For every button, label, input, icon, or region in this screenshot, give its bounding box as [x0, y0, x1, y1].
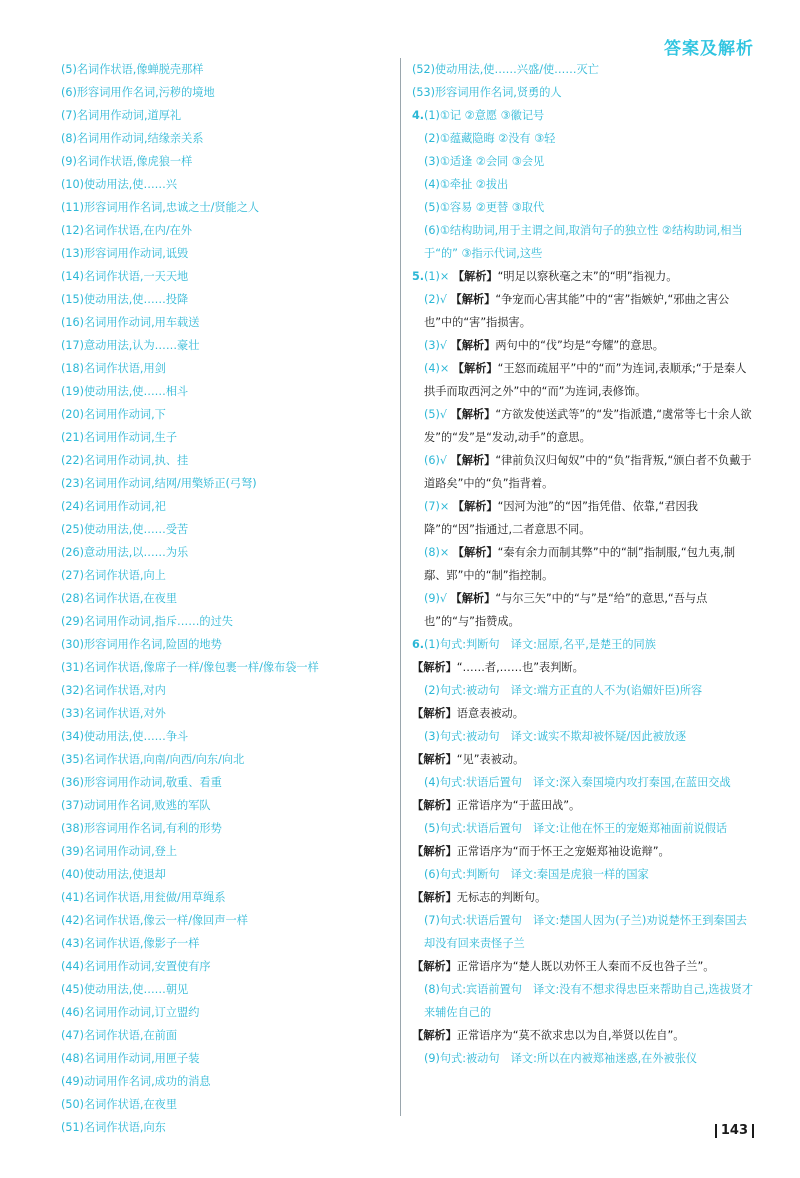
answer-line: (25)使动用法,使……受苦 [61, 523, 189, 536]
analysis-item [412, 840, 755, 863]
page-number: 143 [715, 1124, 754, 1138]
answer-line: (35)名词作状语,向南/向西/向东/向北 [61, 753, 245, 766]
question-number: 4. [412, 109, 425, 122]
analysis-tag: 【解析】 [412, 707, 457, 720]
judgement-mark: (1)× [424, 270, 450, 283]
translation-text: (6)句式:判断句 译文:秦国是虎狼一样的国家 [424, 868, 649, 881]
answer-line [412, 633, 755, 656]
analysis-tag: 【解析】 [450, 408, 496, 421]
answer-line [412, 771, 755, 794]
analysis-tag: 【解析】 [412, 891, 457, 904]
answer-line: (36)形容词用作动词,敬重、看重 [61, 776, 222, 789]
answer-line: (6)①结构助词,用于主谓之间,取消句子的独立性 ②结构助词,相当于“的” ③指示代词,这些 [424, 224, 743, 260]
analysis-item [412, 702, 755, 725]
translation-text: (7)句式:状语后置句 译文:楚国人因为(子兰)劝说楚怀王到秦国去却没有回来责怪子兰 [424, 914, 747, 950]
answer-line: (7)名词用作动词,道厚礼 [61, 109, 182, 122]
analysis-text: 正常语序为“莫不欲求忠以为自,举贤以佐自”。 [456, 1029, 685, 1042]
answer-line: (13)形容词用作动词,诋毁 [61, 247, 189, 260]
answer-line: (11)形容词用作名词,忠诚之士/贤能之人 [61, 201, 260, 214]
analysis-text: 正常语序为“于蓝田战”。 [456, 799, 581, 812]
question-number: 5. [412, 270, 425, 283]
analysis-text: “……者,……也”表判断。 [456, 661, 584, 674]
answer-line: (50)名词作状语,在夜里 [61, 1098, 178, 1111]
answer-line: (18)名词作状语,用剑 [61, 362, 166, 375]
answer-line: (21)名词用作动词,生子 [61, 431, 178, 444]
right-column [412, 58, 755, 1070]
answer-line: (9)名词作状语,像虎狼一样 [61, 155, 193, 168]
answer-line: (32)名词作状语,对内 [61, 684, 166, 697]
analysis-tag: 【解析】 [452, 362, 498, 375]
analysis-tag: 【解析】 [452, 546, 498, 559]
analysis-item [412, 403, 755, 449]
answer-line: (47)名词作状语,在前面 [61, 1029, 178, 1042]
answer-line: (39)名词用作动词,登上 [61, 845, 178, 858]
analysis-tag: 【解析】 [412, 753, 457, 766]
analysis-item [412, 449, 755, 495]
analysis-text: 正常语序为“楚人既以劝怀王人秦而不反也咎子兰”。 [456, 960, 715, 973]
answer-line [412, 863, 755, 886]
analysis-item [412, 955, 755, 978]
judgement-mark: (5)√ [424, 408, 447, 421]
answer-line: (38)形容词用作名词,有利的形势 [61, 822, 222, 835]
answer-line: (41)名词作状语,用瓮做/用草绳系 [61, 891, 226, 904]
analysis-text: “方欲发使送武等”的“发”指派遣,“虞常等七十余人欲发”的“发”是“发动,动手”的意思。 [424, 408, 752, 444]
question-4 [412, 104, 755, 265]
answer-line: (28)名词作状语,在夜里 [61, 592, 178, 605]
question-6 [412, 633, 755, 1070]
analysis-text: 正常语序为“而于怀王之宠姬郑袖设诡辩”。 [456, 845, 670, 858]
analysis-item [412, 1024, 755, 1047]
translation-text: (8)句式:宾语前置句 译文:没有不想求得忠臣来帮助自己,选拔贤才来辅佐自己的 [424, 983, 754, 1019]
analysis-item [412, 288, 755, 334]
answer-line [412, 679, 755, 702]
answer-line: (53)形容词用作名词,贤勇的人 [412, 86, 562, 99]
answer-line: (40)使动用法,使退却 [61, 868, 166, 881]
question-5 [412, 265, 755, 633]
analysis-tag: 【解析】 [450, 454, 496, 467]
answer-line: (19)使动用法,使……相斗 [61, 385, 189, 398]
answer-line: (1)①记 ②意愿 ③徽记号 [424, 109, 545, 122]
answer-line: (5)①容易 ②更替 ③取代 [424, 201, 545, 214]
answer-line: (49)动词用作名词,成功的消息 [61, 1075, 211, 1088]
answer-line: (15)使动用法,使……投降 [61, 293, 189, 306]
analysis-item [412, 886, 755, 909]
answer-line: (2)①蕴藏隐晦 ②没有 ③轻 [424, 132, 556, 145]
analysis-text: “律前负汉归匈奴”中的“负”指背叛,“颁白者不负戴于道路矣”中的“负”指背着。 [424, 454, 752, 490]
analysis-tag: 【解析】 [412, 960, 457, 973]
judgement-mark: (6)√ [424, 454, 447, 467]
analysis-text: 语意表被动。 [456, 707, 524, 720]
translation-text: (1)句式:判断句 译文:屈原,名平,是楚王的同族 [424, 638, 656, 651]
judgement-mark: (7)× [424, 500, 450, 513]
answer-line: (33)名词作状语,对外 [61, 707, 166, 720]
answer-line: (16)名词用作动词,用车载送 [61, 316, 200, 329]
translation-text: (5)句式:状语后置句 译文:让他在怀王的宠姬郑袖面前说假话 [424, 822, 728, 835]
analysis-text: “因河为池”的“因”指凭借、依靠,“君因我降”的“因”指通过,二者意思不同。 [424, 500, 698, 536]
answer-line: (44)名词用作动词,安置使有序 [61, 960, 211, 973]
analysis-item [412, 541, 755, 587]
answer-line: (24)名词用作动词,祀 [61, 500, 166, 513]
analysis-tag: 【解析】 [412, 661, 457, 674]
answer-line: (6)形容词用作名词,污秽的境地 [61, 86, 215, 99]
answer-line: (30)形容词用作名词,险固的地势 [61, 638, 222, 651]
analysis-text: “王怒而疏屈平”中的“而”为连词,表顺承;“于是秦人拱手而取西河之外”中的“而”为连词,表修饰。 [424, 362, 747, 398]
judgement-mark: (4)× [424, 362, 450, 375]
answer-line [412, 909, 755, 955]
left-column [61, 58, 391, 1139]
answer-line: (37)动词用作名词,败逃的军队 [61, 799, 211, 812]
header-title: 答案及解析 [664, 39, 754, 59]
answer-line: (27)名词作状语,向上 [61, 569, 166, 582]
analysis-tag: 【解析】 [452, 270, 498, 283]
answer-line: (17)意动用法,认为……豪壮 [61, 339, 200, 352]
analysis-text: 两句中的“伐”均是“夸耀”的意思。 [495, 339, 664, 352]
analysis-text: “见”表被动。 [456, 753, 525, 766]
analysis-text: “争宠而心害其能”中的“害”指嫉妒,“邪曲之害公也”中的“害”指损害。 [424, 293, 730, 329]
answer-line: (23)名词用作动词,结网/用檠矫正(弓弩) [61, 477, 257, 490]
analysis-tag: 【解析】 [412, 845, 457, 858]
analysis-item [412, 794, 755, 817]
analysis-item [412, 334, 755, 357]
analysis-text: 无标志的判断句。 [456, 891, 547, 904]
analysis-item [412, 748, 755, 771]
answer-line: (51)名词作状语,向东 [61, 1121, 166, 1134]
answer-line: (43)名词作状语,像影子一样 [61, 937, 200, 950]
answer-line [412, 1047, 755, 1070]
judgement-mark: (9)√ [424, 592, 447, 605]
analysis-item [412, 656, 755, 679]
analysis-item [412, 357, 755, 403]
answer-line: (3)①适逢 ②会同 ③会见 [424, 155, 545, 168]
analysis-item [412, 495, 755, 541]
answer-line: (5)名词作状语,像蝉脱壳那样 [61, 63, 204, 76]
answer-line: (46)名词用作动词,订立盟约 [61, 1006, 200, 1019]
judgement-mark: (8)× [424, 546, 450, 559]
translation-text: (9)句式:被动句 译文:所以在内被郑袖迷惑,在外被张仪 [424, 1052, 698, 1065]
answer-line [412, 725, 755, 748]
translation-text: (4)句式:状语后置句 译文:深入秦国境内攻打秦国,在蓝田交战 [424, 776, 731, 789]
analysis-tag: 【解析】 [450, 592, 496, 605]
analysis-tag: 【解析】 [412, 1029, 457, 1042]
answer-line: (12)名词作状语,在内/在外 [61, 224, 192, 237]
judgement-mark: (3)√ [424, 339, 447, 352]
answer-line: (20)名词用作动词,下 [61, 408, 166, 421]
analysis-item [412, 587, 755, 633]
analysis-tag: 【解析】 [450, 293, 496, 306]
answer-line: (29)名词用作动词,指斥……的过失 [61, 615, 233, 628]
answer-line: (34)使动用法,使……争斗 [61, 730, 189, 743]
translation-text: (2)句式:被动句 译文:端方正直的人不为(谄媚奸臣)所容 [424, 684, 703, 697]
analysis-text: “与尔三矢”中的“与”是“给”的意思,“吾与点也”的“与”指赞成。 [424, 592, 708, 628]
analysis-tag: 【解析】 [412, 799, 457, 812]
answer-line [412, 978, 755, 1024]
analysis-text: “明足以察秋毫之末”的“明”指视力。 [497, 270, 678, 283]
answer-line: (14)名词作状语,一天天地 [61, 270, 189, 283]
answer-line: (10)使动用法,使……兴 [61, 178, 178, 191]
answer-line: (26)意动用法,以……为乐 [61, 546, 189, 559]
analysis-text: “秦有余力而制其弊”中的“制”指制服,“包九夷,制鄢、郢”中的“制”指控制。 [424, 546, 736, 582]
answer-line: (52)使动用法,使……兴盛/使……灭亡 [412, 63, 599, 76]
analysis-item [412, 265, 755, 288]
answer-line: (48)名词用作动词,用匣子装 [61, 1052, 200, 1065]
answer-line: (22)名词用作动词,执、挂 [61, 454, 189, 467]
answer-line: (8)名词用作动词,结缘亲关系 [61, 132, 204, 145]
analysis-tag: 【解析】 [450, 339, 496, 352]
translation-text: (3)句式:被动句 译文:诚实不欺却被怀疑/因此被放逐 [424, 730, 687, 743]
analysis-tag: 【解析】 [452, 500, 498, 513]
question-number: 6. [412, 638, 425, 651]
answer-line [412, 817, 755, 840]
judgement-mark: (2)√ [424, 293, 447, 306]
answer-line: (42)名词作状语,像云一样/像回声一样 [61, 914, 248, 927]
answer-line: (45)使动用法,使……朝见 [61, 983, 189, 996]
answer-line: (31)名词作状语,像席子一样/像包裹一样/像布袋一样 [61, 661, 319, 674]
column-divider [400, 58, 401, 1116]
answer-line: (4)①牵扯 ②拔出 [424, 178, 509, 191]
